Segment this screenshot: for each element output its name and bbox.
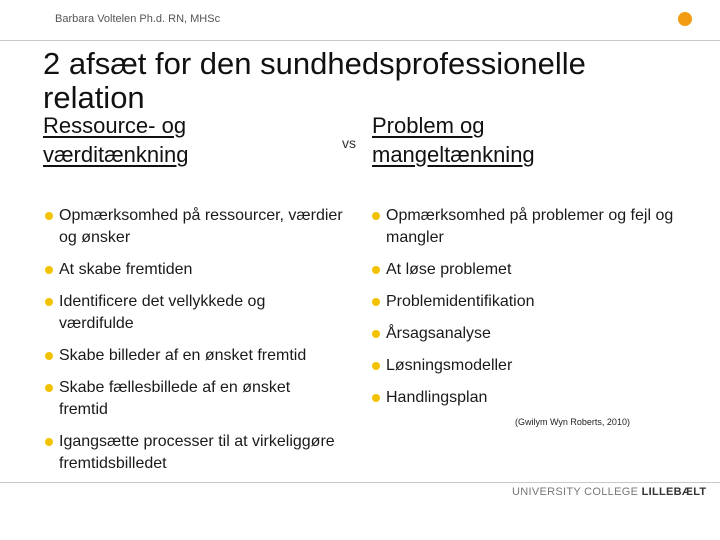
list-item-text: Identificere det vellykkede og værdifulde <box>59 293 266 332</box>
header-divider <box>0 40 720 41</box>
bullet-icon <box>372 266 380 274</box>
left-column-heading: Ressource- og værditænkning <box>43 113 189 167</box>
list-item <box>370 259 680 281</box>
list-item-text: Løsningsmodeller <box>386 357 513 374</box>
list-item <box>370 387 680 409</box>
list-item-text: Problemidentifikation <box>386 293 535 310</box>
bullet-icon <box>45 212 53 220</box>
logo-text-university: UNIVERSITY COLLEGE <box>512 486 639 498</box>
list-item <box>43 259 343 281</box>
citation: (Gwilym Wyn Roberts, 2010) <box>515 417 630 427</box>
list-item-text: Skabe fællesbillede af en ønsket fremtid <box>59 379 291 418</box>
versus-label: vs <box>342 135 356 151</box>
bullet-icon <box>45 438 53 446</box>
list-item <box>43 431 343 475</box>
right-bullet-list <box>370 205 680 419</box>
right-column-heading: Problem og mangeltænkning <box>372 113 535 167</box>
slide-title: 2 afsæt for den sundhedsprofessionelle relation <box>43 46 586 115</box>
logo-text-lillebaelt: LILLEBÆLT <box>641 486 707 498</box>
list-item-text: At skabe fremtiden <box>59 261 193 278</box>
list-item-text: Opmærksomhed på ressourcer, værdier og ønsker <box>59 207 343 246</box>
list-item <box>370 291 680 313</box>
footer-divider <box>0 482 720 483</box>
list-item <box>43 345 343 367</box>
list-item <box>43 205 343 249</box>
list-item-text: Opmærksomhed på problemer og fejl og mangler <box>386 207 674 246</box>
author-name: Barbara Voltelen Ph.d. RN, MHSc <box>55 13 221 25</box>
list-item <box>43 377 343 421</box>
list-item <box>370 205 680 249</box>
list-item-text: Handlingsplan <box>386 389 488 406</box>
bullet-icon <box>372 298 380 306</box>
bullet-icon <box>372 362 380 370</box>
bullet-icon <box>372 212 380 220</box>
list-item <box>370 355 680 377</box>
list-item <box>43 291 343 335</box>
bullet-icon <box>45 352 53 360</box>
bullet-icon <box>372 394 380 402</box>
bullet-icon <box>45 384 53 392</box>
list-item-text: At løse problemet <box>386 261 512 278</box>
list-item <box>370 323 680 345</box>
logo-dot-icon <box>678 12 692 26</box>
list-item-text: Skabe billeder af en ønsket fremtid <box>59 347 307 364</box>
bullet-icon <box>45 298 53 306</box>
university-logo <box>512 486 706 498</box>
list-item-text: Igangsætte processer til at virkeliggøre fremtidsbilledet <box>59 433 335 472</box>
left-bullet-list <box>43 205 343 485</box>
bullet-icon <box>45 266 53 274</box>
list-item-text: Årsagsanalyse <box>386 325 491 342</box>
bullet-icon <box>372 330 380 338</box>
